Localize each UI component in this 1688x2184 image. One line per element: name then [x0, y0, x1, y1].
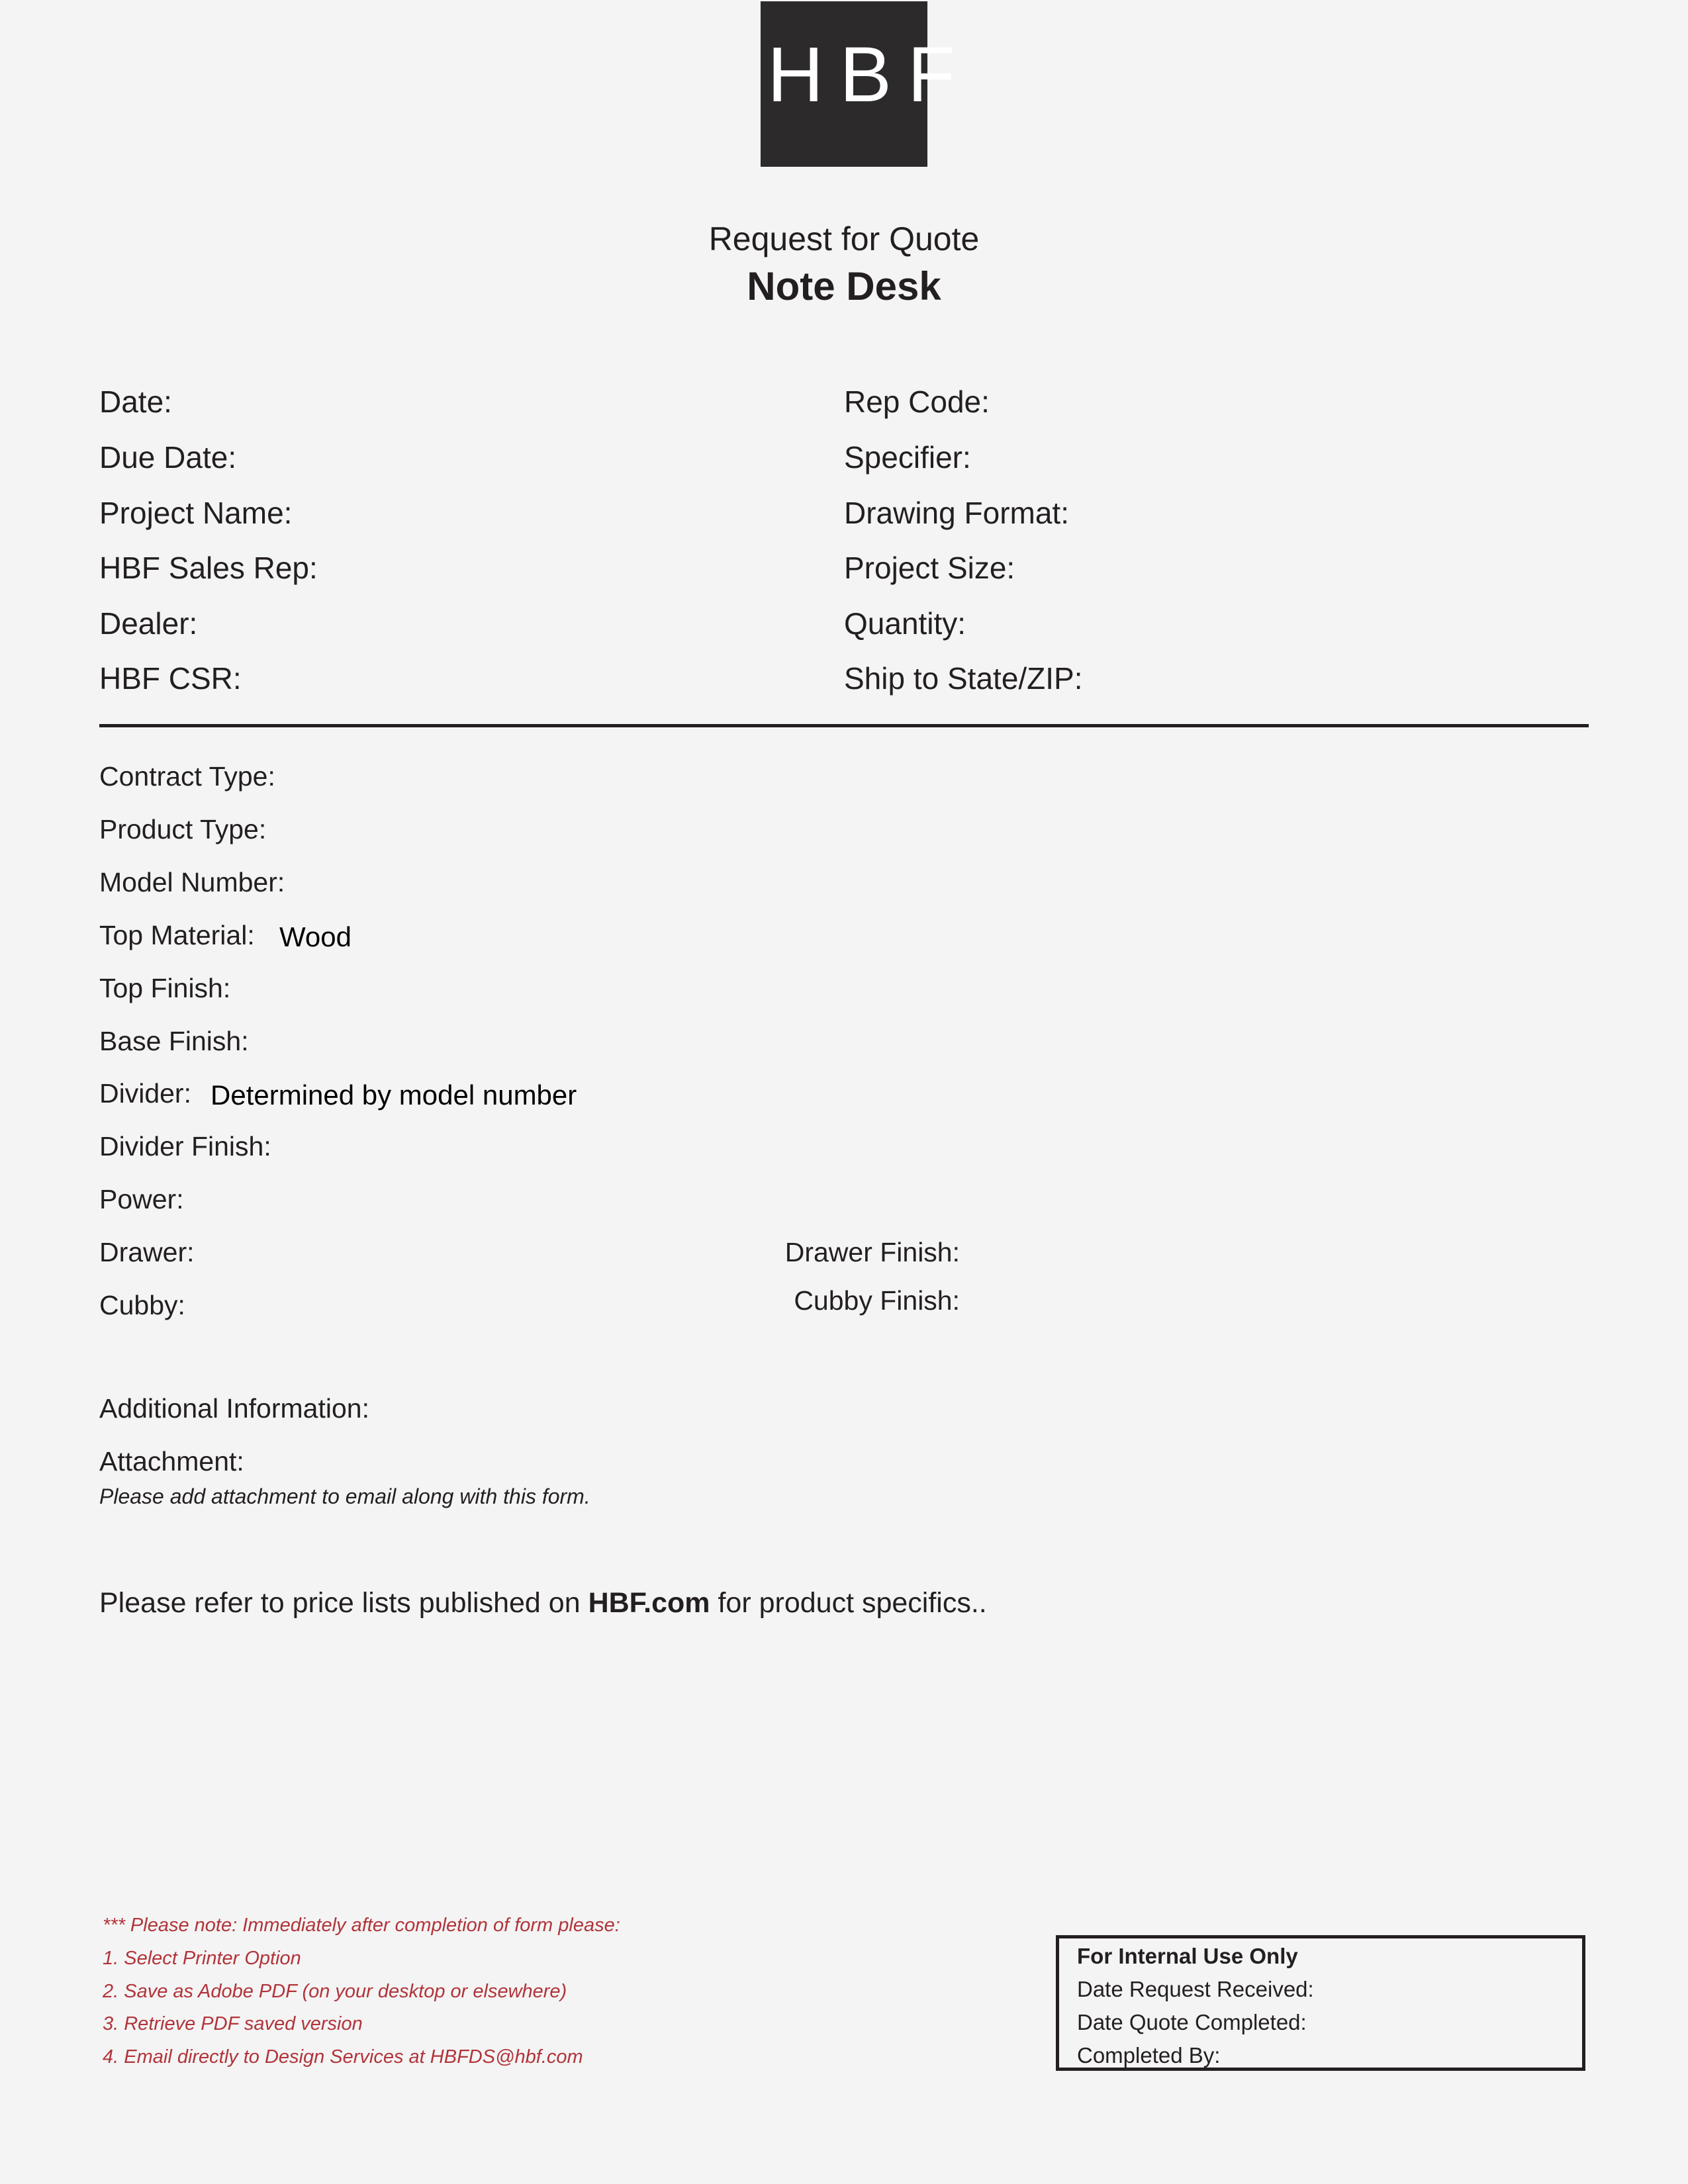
instruction-step: 4. Email directly to Design Services at HBFDS@hbf.com — [103, 2046, 583, 2068]
date-quote-completed-label: Date Quote Completed: — [1077, 2010, 1307, 2034]
dealer-label: Dealer: — [99, 606, 198, 641]
model-number-label: Model Number: — [99, 867, 285, 897]
divider-field[interactable]: Determined by model number — [211, 1079, 577, 1111]
internal-use-title: For Internal Use Only — [1077, 1944, 1298, 1968]
top-material-label: Top Material: — [99, 920, 255, 950]
rep-code-label: Rep Code: — [844, 385, 990, 419]
top-finish-label: Top Finish: — [99, 973, 231, 1003]
attachment-label: Attachment: — [99, 1446, 244, 1477]
drawer-finish-label: Drawer Finish: — [784, 1237, 960, 1267]
price-note-before: Please refer to price lists published on — [99, 1587, 588, 1619]
completed-by-label: Completed By: — [1077, 2043, 1221, 2068]
hbf-site-link[interactable]: HBF.com — [588, 1587, 710, 1619]
project-name-label: Project Name: — [99, 496, 293, 530]
date-request-received-label: Date Request Received: — [1077, 1977, 1314, 2001]
top-material-field[interactable]: Wood — [279, 921, 352, 952]
section-divider — [99, 724, 1589, 727]
date-label: Date: — [99, 385, 172, 419]
ship-to-label: Ship to State/ZIP: — [844, 661, 1083, 696]
drawing-format-label: Drawing Format: — [844, 496, 1069, 530]
contract-type-label: Contract Type: — [99, 761, 275, 792]
instruction-step: 1. Select Printer Option — [103, 1948, 301, 1969]
price-note-after: for product specifics.. — [710, 1587, 987, 1619]
specifier-label: Specifier: — [844, 440, 971, 475]
cubby-label: Cubby: — [99, 1290, 185, 1320]
divider-finish-label: Divider Finish: — [99, 1131, 271, 1161]
product-type-label: Product Type: — [99, 814, 267, 844]
quantity-label: Quantity: — [844, 606, 966, 641]
power-label: Power: — [99, 1184, 184, 1214]
hbf-logo — [761, 1, 971, 167]
base-finish-label: Base Finish: — [99, 1026, 249, 1056]
form-subtitle: Request for Quote — [708, 220, 980, 257]
instruction-step: 2. Save as Adobe PDF (on your desktop or elsewhere) — [103, 1981, 567, 2002]
instructions-heading: *** Please note: Immediately after completion of form please: — [103, 1915, 620, 1936]
csr-label: HBF CSR: — [99, 661, 242, 696]
logo-text: HBF — [767, 31, 971, 118]
sales-rep-label: HBF Sales Rep: — [99, 551, 318, 585]
price-list-note — [99, 1587, 987, 1619]
cubby-finish-label: Cubby Finish: — [794, 1285, 960, 1316]
instruction-step: 3. Retrieve PDF saved version — [103, 2013, 363, 2034]
form-title: Note Desk — [747, 264, 941, 308]
attachment-note: Please add attachment to email along with this form. — [99, 1484, 590, 1508]
additional-info-label: Additional Information: — [99, 1393, 369, 1424]
project-size-label: Project Size: — [844, 551, 1015, 585]
due-date-label: Due Date: — [99, 440, 237, 475]
divider-label: Divider: — [99, 1078, 191, 1109]
drawer-label: Drawer: — [99, 1237, 195, 1267]
